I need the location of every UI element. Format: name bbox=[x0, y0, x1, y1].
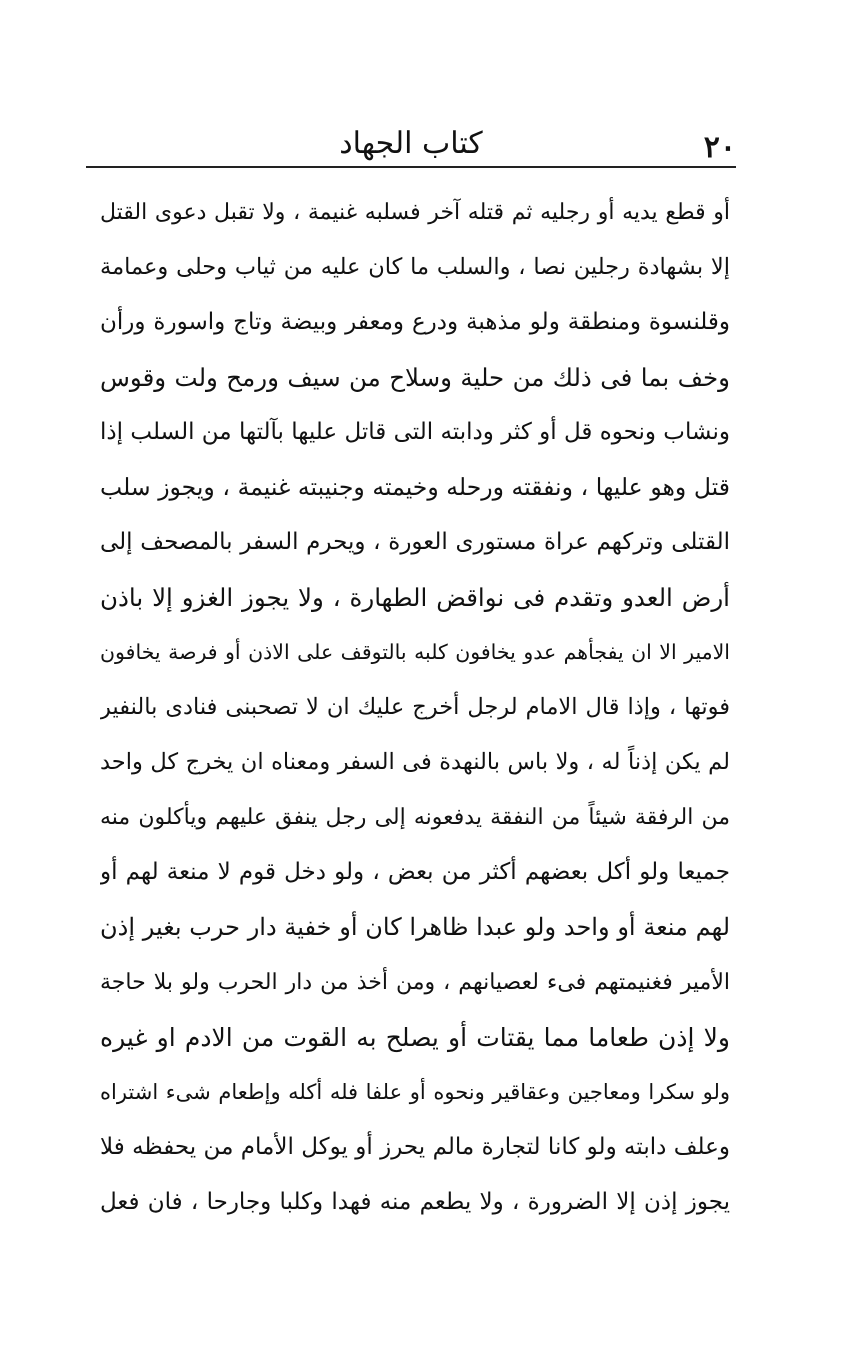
text-line: من الرفقة شيئاً من النفقة يدفعونه إلى رجل ينفق عليهم ويأكلون منه bbox=[100, 805, 730, 830]
page-number: ٢٠ bbox=[703, 130, 736, 165]
text-line: قتل وهو عليها ، ونفقته ورحله وخيمته وجنيبته غنيمة ، ويجوز سلب bbox=[100, 473, 730, 501]
text-line: وعلف دابته ولو كانا لتجارة مالم يحرز أو يوكل الأمام من يحفظه فلا bbox=[100, 1134, 730, 1160]
text-line: أرض العدو وتقدم فى نواقض الطهارة ، ولا يجوز الغزو إلا باذن bbox=[100, 583, 730, 612]
header-rule bbox=[86, 166, 736, 168]
text-line: ولو سكرا ومعاجين وعقاقير ونحوه أو علفا فله أكله وإطعام شىء اشتراه bbox=[100, 1080, 730, 1104]
text-line: وخف بما فى ذلك من حلية وسلاح من سيف ورمح ولت وقوس bbox=[100, 363, 730, 392]
text-line: إلا بشهادة رجلين نصا ، والسلب ما كان عليه من ثياب وحلى وعمامة bbox=[100, 254, 730, 280]
body-text bbox=[100, 185, 730, 1230]
text-line: جميعا ولو أكل بعضهم أكثر من بعض ، ولو دخل قوم لا منعة لهم أو bbox=[100, 859, 730, 885]
text-line: يجوز إذن إلا الضرورة ، ولا يطعم منه فهدا وكلبا وجارحا ، فان فعل bbox=[100, 1189, 730, 1215]
text-line: فوتها ، وإذا قال الامام لرجل أخرج عليك ان لا تصحبنى فنادى بالنفير bbox=[100, 694, 730, 720]
text-line: القتلى وتركهم عراة مستورى العورة ، ويحرم السفر بالمصحف إلى bbox=[100, 529, 730, 555]
text-line: وقلنسوة ومنطقة ولو مذهبة ودرع ومعفر وبيضة وتاج واسورة ورأن bbox=[100, 309, 730, 335]
text-line: ونشاب ونحوه قل أو كثر ودابته التى قاتل عليها بآلتها من السلب إذا bbox=[100, 419, 730, 445]
text-line: أو قطع يديه أو رجليه ثم قتله آخر فسلبه غنيمة ، ولا تقبل دعوى القتل bbox=[100, 200, 730, 225]
text-line: الأمير فغنيمتهم فىء لعصيانهم ، ومن أخذ من دار الحرب ولو بلا حاجة bbox=[100, 970, 730, 995]
text-line: لهم منعة أو واحد ولو عبدا ظاهرا كان أو خفية دار حرب بغير إذن bbox=[100, 913, 730, 941]
running-title: كتاب الجهاد bbox=[339, 126, 483, 161]
text-line: لم يكن إذناً له ، ولا باس بالنهدة فى السفر ومعناه ان يخرج كل واحد bbox=[100, 749, 730, 775]
text-line: الامير الا ان يفجأهم عدو يخافون كلبه بالتوقف على الاذن أو فرصة يخافون bbox=[100, 640, 730, 664]
text-line: ولا إذن طعاما مما يقتات أو يصلح به القوت من الادم او غيره bbox=[100, 1023, 730, 1052]
page-header bbox=[86, 118, 736, 168]
